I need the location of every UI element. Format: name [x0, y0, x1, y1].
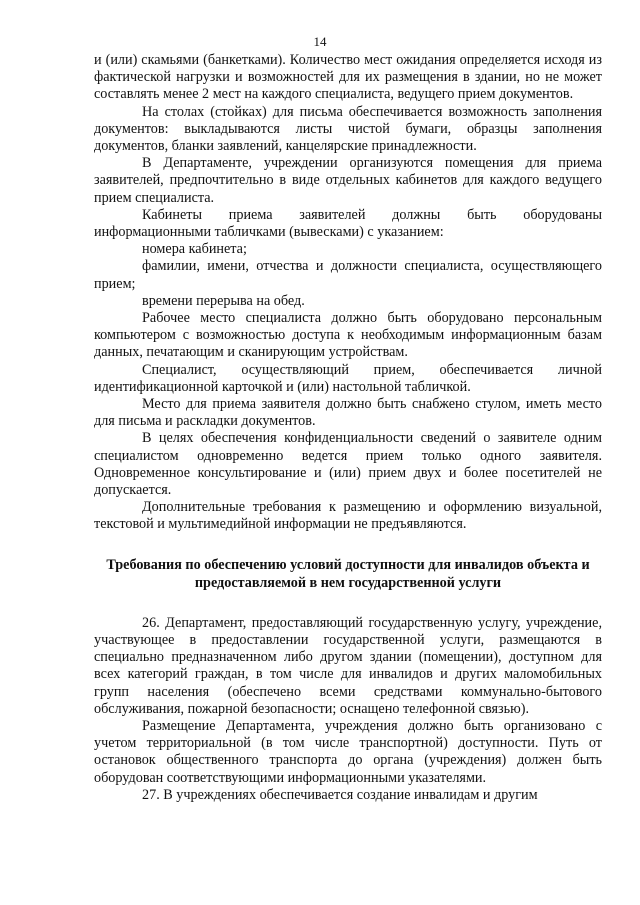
list-item-cabinet-number: номера кабинета; — [142, 241, 247, 258]
paragraph-item-27: 27. В учреждениях обеспечивается создание инвалидам и другим — [142, 786, 538, 803]
section-heading: Требования по обеспечению условий доступности для инвалидов объекта и предоставляемой в нем государственной услуги — [106, 556, 590, 591]
paragraph-reception-rooms: В Департаменте, учреждении организуются помещения для приема заявителей, предпочтительно в виде отдельных кабинетов для каждого ведущего прием специалиста. — [94, 155, 602, 206]
paragraph-location-accessibility: Размещение Департамента, учреждения должно быть организовано с учетом территориальной (в том числе транспортной) доступности. Путь от остановок общественного транспорта до органа (учреждения) должен быть оборудован соответствующими информационными указателями. — [94, 717, 602, 786]
paragraph-additional-requirements: Дополнительные требования к размещению и оформлению визуальной, текстовой и мультимедийной информации не предъявляются. — [94, 499, 602, 533]
page-number: 14 — [313, 34, 327, 49]
document-body — [94, 52, 602, 804]
paragraph-specialist-card: Специалист, осуществляющий прием, обеспечивается личной идентификационной карточкой и (или) настольной табличкой. — [94, 361, 602, 395]
paragraph-waiting-seats: и (или) скамьями (банкетками). Количество мест ожидания определяется исходя из фактической нагрузки и возможностей для их размещения в здании, но не может составлять менее 2 мест на каждого специалиста, ведущего прием документов. — [94, 52, 602, 103]
paragraph-item-26: 26. Департамент, предоставляющий государственную услугу, учреждение, участвующее в предоставлении государственной услуги, размещаются в специально предназначенном либо другом здании (помещении), доступном для всех категорий граждан, в том числе для инвалидов и других маломобильных групп населения (обеспечено всеми средствами коммунально-бытового обслуживания, пожарной безопасности; оснащено телефонной связью). — [94, 614, 602, 717]
list-item-lunch-break: времени перерыва на обед. — [142, 292, 305, 309]
paragraph-cabinet-signs: Кабинеты приема заявителей должны быть оборудованы информационными табличками (вывесками) с указанием: — [94, 206, 602, 241]
paragraph-writing-tables: На столах (стойках) для письма обеспечивается возможность заполнения документов: выкладываются листы чистой бумаги, образцы заполнения документов, бланки заявлений, канцелярские принадлежности. — [94, 103, 602, 155]
paragraph-workplace-equipment: Рабочее место специалиста должно быть оборудовано персональным компьютером с возможностью доступа к необходимым информационным базам данных, печатающим и сканирующим устройствам. — [94, 310, 602, 361]
paragraph-confidentiality: В целях обеспечения конфиденциальности сведений о заявителе одним специалистом одновременно ведется прием только одного заявителя. Одновременное консультирование и (или) прием двух и более посетителей не допускается. — [94, 430, 602, 499]
paragraph-applicant-place: Место для приема заявителя должно быть снабжено стулом, иметь место для письма и раскладки документов. — [94, 396, 602, 430]
list-item-specialist-name: фамилии, имени, отчества и должности специалиста, осуществляющего прием; — [94, 258, 602, 292]
